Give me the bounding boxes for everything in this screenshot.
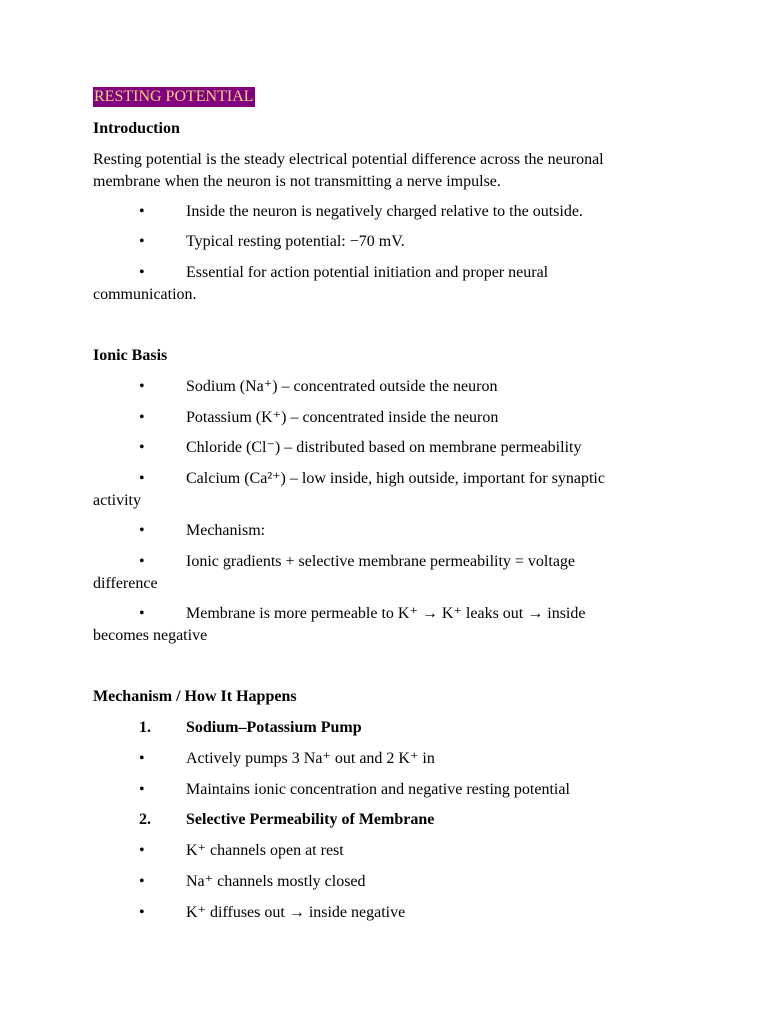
- heading-mechanism: Mechanism / How It Happens: [93, 688, 297, 705]
- list-item-text: Potassium (K⁺) – concentrated inside the neuron: [186, 409, 499, 426]
- list-item-text: Ionic gradients + selective membrane permeability = voltage: [186, 553, 576, 570]
- list-item-continuation: activity: [93, 492, 141, 509]
- list-item-text: K⁺ channels open at rest: [186, 842, 344, 859]
- intro-paragraph-line-2: membrane when the neuron is not transmitting a nerve impulse.: [93, 173, 501, 190]
- bullet-marker: •: [139, 553, 145, 570]
- list-item-text: K⁺ diffuses out → inside negative: [186, 904, 406, 921]
- bullet-marker: •: [139, 409, 145, 426]
- list-item-text: Membrane is more permeable to K⁺ → K⁺ leaks out → inside: [186, 605, 586, 622]
- heading-introduction: Introduction: [93, 120, 180, 137]
- bullet-marker: •: [139, 750, 145, 767]
- heading-ionic-basis: Ionic Basis: [93, 347, 168, 364]
- intro-paragraph-line-1: Resting potential is the steady electrical potential difference across the neuronal: [93, 151, 604, 168]
- bullet-marker: •: [139, 439, 145, 456]
- list-item-text: Chloride (Cl⁻) – distributed based on membrane permeability: [186, 439, 582, 456]
- list-item-continuation: communication.: [93, 286, 197, 303]
- list-item-text: Typical resting potential: −70 mV.: [186, 233, 405, 250]
- bullet-marker: •: [139, 781, 145, 798]
- list-item-text: Essential for action potential initiation and proper neural: [186, 264, 549, 281]
- bullet-marker: •: [139, 470, 145, 487]
- list-item-continuation: becomes negative: [93, 627, 208, 644]
- numbered-item-text: Sodium–Potassium Pump: [186, 719, 362, 736]
- page-title: RESTING POTENTIAL: [94, 88, 254, 105]
- bullet-marker: •: [139, 842, 145, 859]
- bullet-marker: •: [139, 233, 145, 250]
- number-marker: 2.: [139, 811, 151, 828]
- bullet-marker: •: [139, 522, 145, 539]
- list-item-text: Mechanism:: [186, 522, 266, 539]
- numbered-item-text: Selective Permeability of Membrane: [186, 811, 435, 828]
- bullet-marker: •: [139, 264, 145, 281]
- bullet-marker: •: [139, 378, 145, 395]
- list-item-text: Inside the neuron is negatively charged relative to the outside.: [186, 203, 583, 220]
- bullet-marker: •: [139, 203, 145, 220]
- list-item-text: Na⁺ channels mostly closed: [186, 873, 366, 890]
- number-marker: 1.: [139, 719, 151, 736]
- bullet-marker: •: [139, 904, 145, 921]
- list-item-text: Maintains ionic concentration and negative resting potential: [186, 781, 570, 798]
- list-item-continuation: difference: [93, 575, 158, 592]
- list-item-text: Actively pumps 3 Na⁺ out and 2 K⁺ in: [186, 750, 435, 767]
- list-item-text: Sodium (Na⁺) – concentrated outside the neuron: [186, 378, 498, 395]
- bullet-marker: •: [139, 873, 145, 890]
- bullet-marker: •: [139, 605, 145, 622]
- list-item-text: Calcium (Ca²⁺) – low inside, high outside, important for synaptic: [186, 470, 605, 487]
